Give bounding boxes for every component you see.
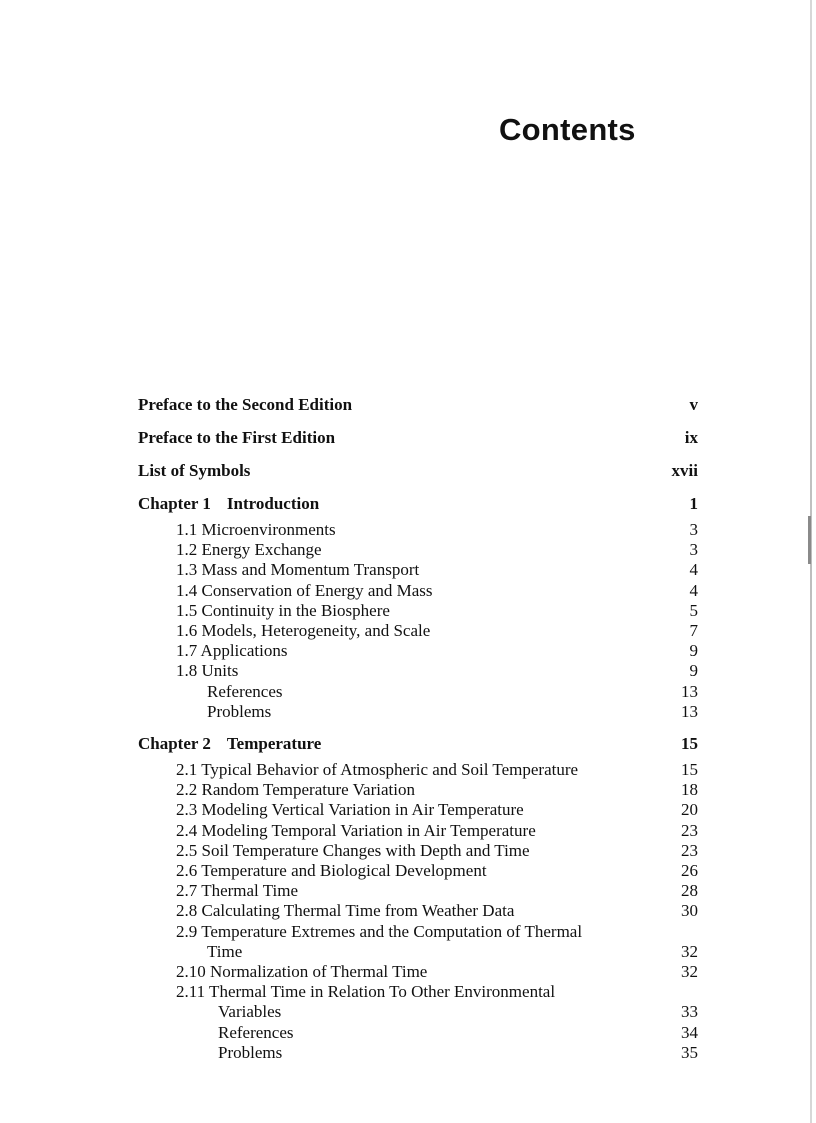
section-page: 23 — [681, 840, 698, 860]
section-page: 9 — [689, 661, 698, 681]
section-entry-problems[interactable] — [138, 702, 698, 722]
section-entry-problems[interactable] — [138, 1043, 698, 1063]
toc-entry-label: Preface to the Second Edition — [138, 395, 353, 414]
section-page: 3 — [689, 520, 698, 539]
section-entry[interactable] — [138, 520, 698, 540]
section-label: 1.7 Applications — [176, 641, 288, 661]
section-label: 2.7 Thermal Time — [176, 881, 298, 901]
chapter-page: 15 — [681, 734, 698, 754]
section-label: References — [207, 681, 283, 701]
toc-entry-list-of-symbols[interactable] — [138, 461, 698, 494]
chapter-heading-text — [138, 734, 321, 754]
section-entry[interactable] — [138, 621, 698, 641]
section-entry[interactable] — [138, 760, 698, 780]
section-entry[interactable] — [138, 780, 698, 800]
chapter-title: Temperature — [226, 734, 322, 754]
section-label: 1.1 Microenvironments — [176, 520, 336, 539]
section-label: Time — [207, 941, 243, 961]
section-entry[interactable] — [138, 800, 698, 820]
page-edge-mark — [808, 516, 811, 564]
section-entry[interactable] — [138, 841, 698, 861]
chapter-number: Chapter 1 — [138, 494, 211, 513]
section-label: 2.6 Temperature and Biological Development — [176, 861, 487, 881]
section-entry[interactable] — [138, 922, 698, 942]
section-label: Variables — [218, 1002, 282, 1022]
section-page: 15 — [681, 760, 698, 780]
section-entry[interactable] — [138, 560, 698, 580]
section-label: 1.3 Mass and Momentum Transport — [176, 560, 420, 580]
chapter-heading-text — [138, 494, 319, 514]
section-label: 1.2 Energy Exchange — [176, 540, 322, 560]
section-page: 5 — [689, 600, 698, 620]
toc-entry-preface-second[interactable] — [138, 395, 698, 428]
section-label: 2.5 Soil Temperature Changes with Depth and Time — [176, 840, 530, 860]
section-label: 2.9 Temperature Extremes and the Computation of Thermal — [176, 921, 583, 941]
section-page: 20 — [681, 800, 698, 820]
toc-entry-page: xvii — [671, 461, 698, 480]
section-entry[interactable] — [138, 901, 698, 921]
section-page: 18 — [681, 780, 698, 800]
section-label: 1.4 Conservation of Energy and Mass — [176, 580, 433, 600]
section-page: 7 — [689, 621, 698, 641]
section-page: 35 — [681, 1042, 698, 1062]
chapter-heading[interactable] — [138, 734, 698, 754]
section-entry-continuation[interactable] — [138, 1002, 698, 1022]
section-label: 1.5 Continuity in the Biosphere — [176, 600, 390, 620]
section-label: 2.2 Random Temperature Variation — [176, 780, 415, 800]
section-page: 32 — [681, 962, 698, 982]
section-label: References — [218, 1022, 294, 1042]
section-label: Problems — [207, 701, 272, 721]
chapter-heading[interactable] — [138, 494, 698, 514]
toc-entry-label: Preface to the First Edition — [138, 428, 336, 447]
section-page: 4 — [689, 560, 698, 580]
chapter-title: Introduction — [226, 494, 320, 513]
section-page: 33 — [681, 1002, 698, 1022]
section-entry[interactable] — [138, 821, 698, 841]
section-label: 1.8 Units — [176, 661, 239, 681]
section-entry-references[interactable] — [138, 682, 698, 702]
page-title: Contents — [499, 112, 636, 147]
section-label: 2.8 Calculating Thermal Time from Weather Data — [176, 901, 515, 921]
toc-entry-page: ix — [684, 428, 698, 447]
section-page: 34 — [681, 1022, 698, 1042]
section-page: 26 — [681, 861, 698, 881]
section-label: 2.11 Thermal Time in Relation To Other Environmental — [176, 982, 556, 1002]
section-page: 30 — [681, 901, 698, 921]
section-page: 13 — [681, 701, 698, 721]
section-entry-continuation[interactable] — [138, 942, 698, 962]
section-entry[interactable] — [138, 861, 698, 881]
toc-entry-page: v — [689, 395, 698, 414]
section-page: 28 — [681, 881, 698, 901]
section-entry[interactable] — [138, 641, 698, 661]
section-page: 4 — [689, 580, 698, 600]
section-entry[interactable] — [138, 581, 698, 601]
section-label: 2.3 Modeling Vertical Variation in Air Temperature — [176, 800, 524, 820]
section-label: 2.10 Normalization of Thermal Time — [176, 962, 428, 982]
section-label: 2.1 Typical Behavior of Atmospheric and Soil Temperature — [176, 760, 579, 780]
chapter-number: Chapter 2 — [138, 734, 211, 754]
toc-entry-label: List of Symbols — [138, 461, 251, 480]
section-page: 9 — [689, 641, 698, 661]
section-entry-references[interactable] — [138, 1023, 698, 1043]
section-page: 32 — [681, 941, 698, 961]
chapter-page: 1 — [689, 494, 698, 513]
section-list — [138, 520, 698, 722]
section-label: 1.6 Models, Heterogeneity, and Scale — [176, 621, 431, 641]
section-entry[interactable] — [138, 601, 698, 621]
section-page: 3 — [689, 540, 698, 560]
toc-entry-preface-first[interactable] — [138, 428, 698, 461]
section-entry[interactable] — [138, 540, 698, 560]
section-entry[interactable] — [138, 661, 698, 681]
section-entry[interactable] — [138, 881, 698, 901]
section-entry[interactable] — [138, 962, 698, 982]
chapter-1 — [138, 494, 698, 722]
table-of-contents — [138, 395, 698, 1075]
section-label: Problems — [218, 1042, 283, 1062]
section-page: 13 — [681, 681, 698, 701]
section-entry[interactable] — [138, 982, 698, 1002]
section-page: 23 — [681, 820, 698, 840]
section-label: 2.4 Modeling Temporal Variation in Air Temperature — [176, 820, 536, 840]
chapter-2 — [138, 734, 698, 1063]
section-list — [138, 760, 698, 1063]
